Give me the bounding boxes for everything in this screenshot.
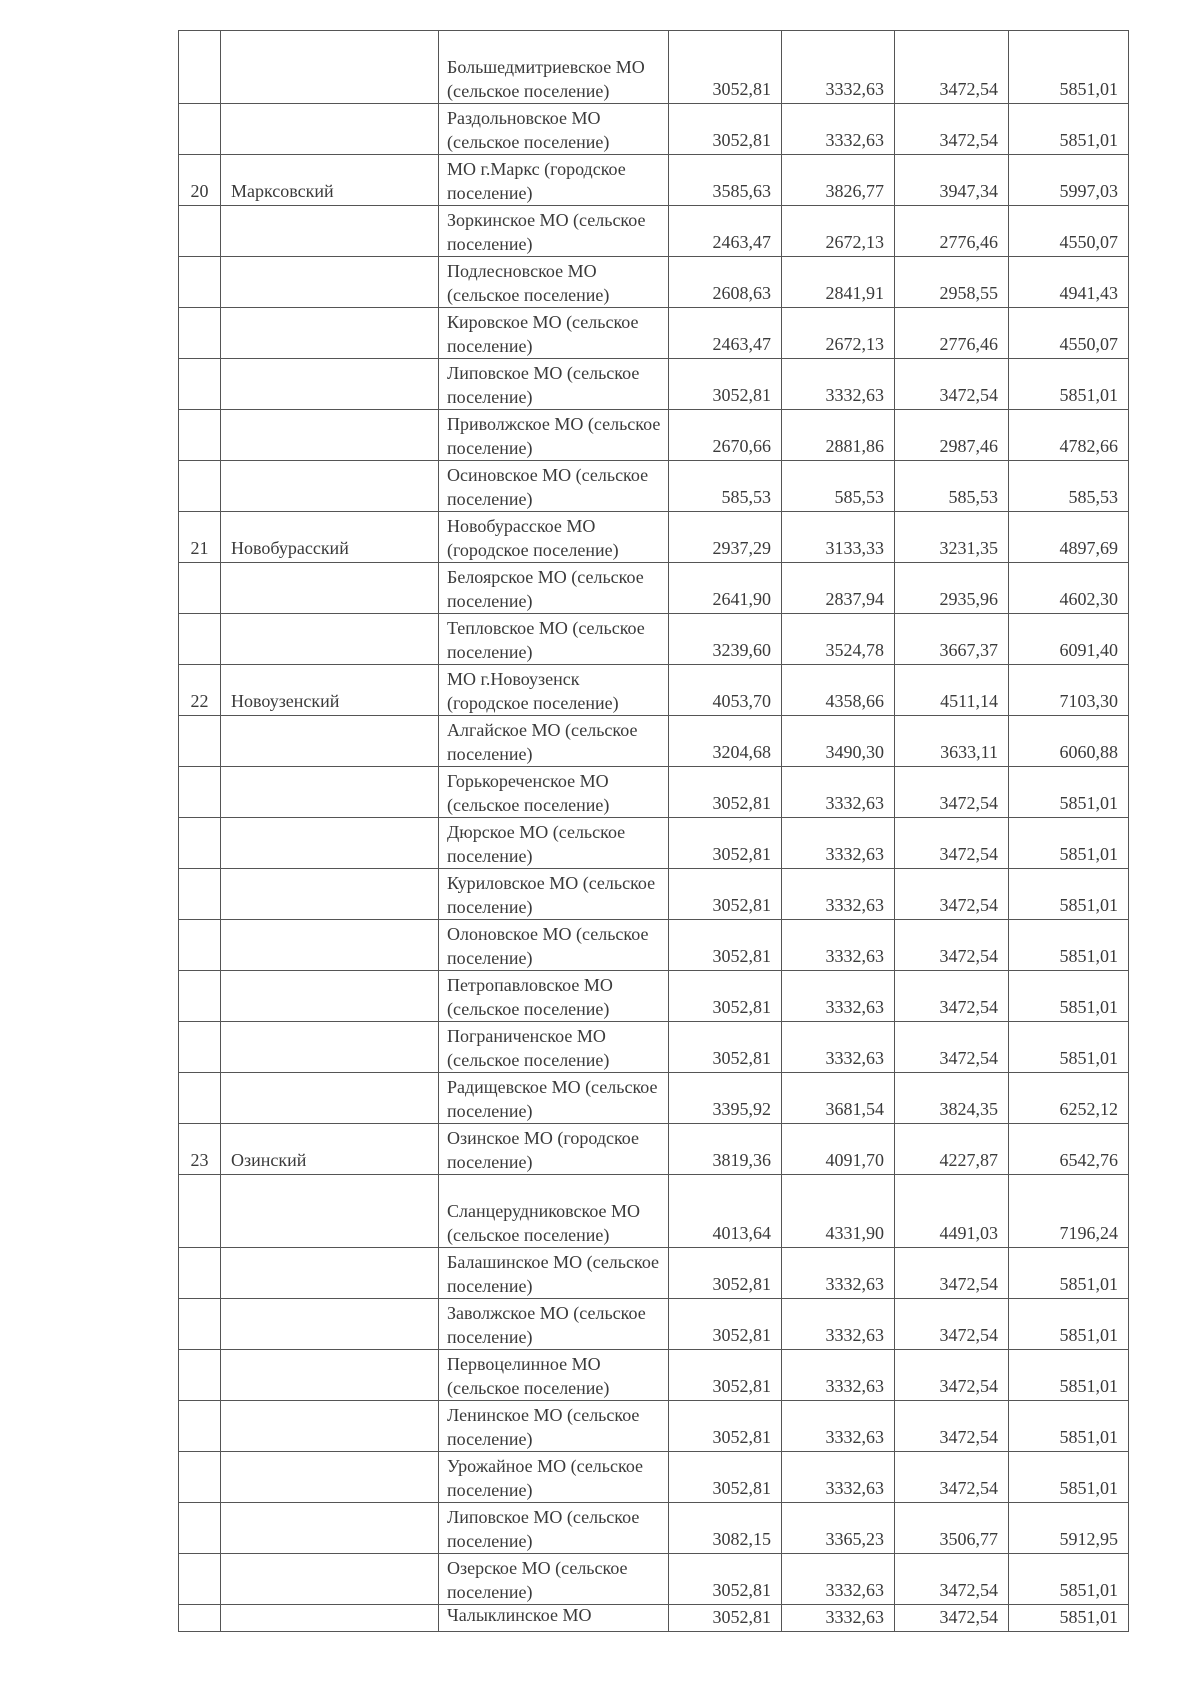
value-col-1: 3052,81 <box>669 818 782 869</box>
value-col-2: 3332,63 <box>782 1401 895 1452</box>
municipality-name: Раздольновское МО (сельское поселение) <box>439 104 669 155</box>
value-col-4: 5997,03 <box>1009 155 1129 206</box>
value-col-4: 5851,01 <box>1009 1452 1129 1503</box>
table-row <box>179 257 1129 308</box>
value-col-4: 4602,30 <box>1009 563 1129 614</box>
value-col-4: 5851,01 <box>1009 1299 1129 1350</box>
table-row <box>179 1554 1129 1605</box>
value-col-4: 6252,12 <box>1009 1073 1129 1124</box>
table-row <box>179 1022 1129 1073</box>
municipality-name: МО г.Новоузенск (городское поселение) <box>439 665 669 716</box>
municipality-name: Зоркинское МО (сельское поселение) <box>439 206 669 257</box>
district-name <box>221 1175 439 1248</box>
value-col-4: 6091,40 <box>1009 614 1129 665</box>
value-col-4: 7196,24 <box>1009 1175 1129 1248</box>
municipality-name: Новобурасское МО (городское поселение) <box>439 512 669 563</box>
value-col-2: 3332,63 <box>782 1452 895 1503</box>
value-col-4: 5851,01 <box>1009 920 1129 971</box>
table-row <box>179 1299 1129 1350</box>
table-row <box>179 206 1129 257</box>
value-col-1: 3395,92 <box>669 1073 782 1124</box>
value-col-2: 2881,86 <box>782 410 895 461</box>
value-col-1: 3052,81 <box>669 1554 782 1605</box>
table-row <box>179 614 1129 665</box>
table-row <box>179 359 1129 410</box>
table-row <box>179 716 1129 767</box>
value-col-2: 3332,63 <box>782 1248 895 1299</box>
value-col-2: 3524,78 <box>782 614 895 665</box>
value-col-1: 3052,81 <box>669 920 782 971</box>
value-col-4: 5851,01 <box>1009 1554 1129 1605</box>
value-col-4: 5851,01 <box>1009 971 1129 1022</box>
value-col-4: 5851,01 <box>1009 1605 1129 1632</box>
row-number <box>179 614 221 665</box>
table-row <box>179 869 1129 920</box>
row-number: 23 <box>179 1124 221 1175</box>
municipality-name: Горькореченское МО (сельское поселение) <box>439 767 669 818</box>
value-col-3: 3472,54 <box>895 1248 1009 1299</box>
value-col-2: 3490,30 <box>782 716 895 767</box>
district-name <box>221 614 439 665</box>
value-col-1: 2937,29 <box>669 512 782 563</box>
municipality-name: Балашинское МО (сельское поселение) <box>439 1248 669 1299</box>
value-col-1: 3052,81 <box>669 359 782 410</box>
value-col-3: 3472,54 <box>895 818 1009 869</box>
value-col-1: 3052,81 <box>669 971 782 1022</box>
table-row <box>179 920 1129 971</box>
district-name: Озинский <box>221 1124 439 1175</box>
table-row <box>179 818 1129 869</box>
district-name <box>221 104 439 155</box>
table-row <box>179 155 1129 206</box>
value-col-4: 5851,01 <box>1009 359 1129 410</box>
municipality-name: Подлесновское МО (сельское поселение) <box>439 257 669 308</box>
value-col-2: 3332,63 <box>782 1350 895 1401</box>
value-col-3: 2935,96 <box>895 563 1009 614</box>
municipality-name: Озинское МО (городское поселение) <box>439 1124 669 1175</box>
table-row <box>179 1401 1129 1452</box>
value-col-2: 4358,66 <box>782 665 895 716</box>
municipality-name: Белоярское МО (сельское поселение) <box>439 563 669 614</box>
value-col-3: 3472,54 <box>895 971 1009 1022</box>
district-name <box>221 1554 439 1605</box>
value-col-2: 3332,63 <box>782 1022 895 1073</box>
municipality-name: Пограниченское МО (сельское поселение) <box>439 1022 669 1073</box>
value-col-3: 3472,54 <box>895 1401 1009 1452</box>
row-number <box>179 1554 221 1605</box>
district-name <box>221 206 439 257</box>
value-col-4: 5851,01 <box>1009 767 1129 818</box>
row-number: 21 <box>179 512 221 563</box>
value-col-2: 2672,13 <box>782 206 895 257</box>
district-name <box>221 1503 439 1554</box>
value-col-1: 2463,47 <box>669 308 782 359</box>
table-row <box>179 563 1129 614</box>
value-col-3: 2776,46 <box>895 206 1009 257</box>
municipality-name: Куриловское МО (сельское поселение) <box>439 869 669 920</box>
municipality-name: Петропавловское МО (сельское поселение) <box>439 971 669 1022</box>
row-number <box>179 563 221 614</box>
district-name <box>221 1022 439 1073</box>
district-name <box>221 818 439 869</box>
value-col-3: 4511,14 <box>895 665 1009 716</box>
value-col-2: 3332,63 <box>782 971 895 1022</box>
value-col-2: 3332,63 <box>782 920 895 971</box>
municipality-name: Первоцелинное МО (сельское поселение) <box>439 1350 669 1401</box>
table-row <box>179 1605 1129 1632</box>
value-col-1: 3052,81 <box>669 869 782 920</box>
table-row <box>179 1175 1129 1248</box>
row-number <box>179 410 221 461</box>
value-col-4: 5851,01 <box>1009 104 1129 155</box>
table-row <box>179 104 1129 155</box>
value-col-3: 3472,54 <box>895 1452 1009 1503</box>
value-col-1: 3052,81 <box>669 1248 782 1299</box>
district-name <box>221 359 439 410</box>
table-row <box>179 461 1129 512</box>
municipality-name: МО г.Маркс (городское поселение) <box>439 155 669 206</box>
row-number <box>179 31 221 104</box>
value-col-1: 585,53 <box>669 461 782 512</box>
value-col-1: 2608,63 <box>669 257 782 308</box>
value-col-2: 3332,63 <box>782 1554 895 1605</box>
value-col-4: 5851,01 <box>1009 1350 1129 1401</box>
district-name <box>221 1605 439 1632</box>
value-col-1: 3052,81 <box>669 767 782 818</box>
row-number <box>179 767 221 818</box>
municipality-name: Тепловское МО (сельское поселение) <box>439 614 669 665</box>
value-col-3: 3472,54 <box>895 1299 1009 1350</box>
municipality-name: Осиновское МО (сельское поселение) <box>439 461 669 512</box>
row-number: 20 <box>179 155 221 206</box>
value-col-2: 3365,23 <box>782 1503 895 1554</box>
value-col-3: 3472,54 <box>895 1350 1009 1401</box>
row-number <box>179 920 221 971</box>
value-col-3: 3824,35 <box>895 1073 1009 1124</box>
value-col-1: 3052,81 <box>669 1401 782 1452</box>
municipality-name: Липовское МО (сельское поселение) <box>439 359 669 410</box>
row-number <box>179 1299 221 1350</box>
value-col-2: 3332,63 <box>782 869 895 920</box>
value-col-1: 3585,63 <box>669 155 782 206</box>
row-number <box>179 1605 221 1632</box>
value-col-1: 4053,70 <box>669 665 782 716</box>
municipal-rates-table <box>178 30 1129 1632</box>
district-name <box>221 31 439 104</box>
table-row <box>179 1452 1129 1503</box>
table-row <box>179 665 1129 716</box>
row-number <box>179 308 221 359</box>
district-name: Новобурасский <box>221 512 439 563</box>
municipality-name: Радищевское МО (сельское поселение) <box>439 1073 669 1124</box>
row-number <box>179 818 221 869</box>
district-name <box>221 869 439 920</box>
value-col-2: 4331,90 <box>782 1175 895 1248</box>
row-number <box>179 1022 221 1073</box>
municipality-name: Озерское МО (сельское поселение) <box>439 1554 669 1605</box>
row-number <box>179 716 221 767</box>
value-col-2: 2837,94 <box>782 563 895 614</box>
value-col-3: 3231,35 <box>895 512 1009 563</box>
value-col-4: 6542,76 <box>1009 1124 1129 1175</box>
district-name <box>221 461 439 512</box>
value-col-2: 585,53 <box>782 461 895 512</box>
table-row <box>179 1503 1129 1554</box>
value-col-3: 3472,54 <box>895 104 1009 155</box>
value-col-2: 3332,63 <box>782 104 895 155</box>
value-col-2: 3133,33 <box>782 512 895 563</box>
district-name <box>221 1299 439 1350</box>
value-col-3: 3472,54 <box>895 1605 1009 1632</box>
table-row <box>179 971 1129 1022</box>
district-name <box>221 767 439 818</box>
district-name <box>221 308 439 359</box>
municipality-name: Кировское МО (сельское поселение) <box>439 308 669 359</box>
district-name <box>221 1452 439 1503</box>
value-col-3: 3947,34 <box>895 155 1009 206</box>
municipality-name: Большедмитриевское МО (сельское поселение) <box>439 31 669 104</box>
value-col-4: 4782,66 <box>1009 410 1129 461</box>
value-col-1: 3819,36 <box>669 1124 782 1175</box>
row-number <box>179 1401 221 1452</box>
table-body <box>179 31 1129 1632</box>
row-number <box>179 971 221 1022</box>
value-col-3: 3472,54 <box>895 869 1009 920</box>
value-col-2: 3681,54 <box>782 1073 895 1124</box>
municipality-name: Дюрское МО (сельское поселение) <box>439 818 669 869</box>
value-col-4: 5851,01 <box>1009 1248 1129 1299</box>
district-name <box>221 716 439 767</box>
value-col-1: 3052,81 <box>669 1605 782 1632</box>
value-col-2: 3332,63 <box>782 1605 895 1632</box>
table-row <box>179 308 1129 359</box>
value-col-1: 4013,64 <box>669 1175 782 1248</box>
table-row <box>179 1124 1129 1175</box>
district-name <box>221 410 439 461</box>
value-col-2: 3332,63 <box>782 359 895 410</box>
district-name: Марксовский <box>221 155 439 206</box>
district-name <box>221 1248 439 1299</box>
value-col-3: 3472,54 <box>895 31 1009 104</box>
value-col-3: 3472,54 <box>895 1554 1009 1605</box>
table-row <box>179 31 1129 104</box>
district-name <box>221 971 439 1022</box>
value-col-1: 3052,81 <box>669 1452 782 1503</box>
value-col-4: 6060,88 <box>1009 716 1129 767</box>
table-row <box>179 410 1129 461</box>
value-col-1: 2463,47 <box>669 206 782 257</box>
value-col-2: 4091,70 <box>782 1124 895 1175</box>
value-col-2: 2841,91 <box>782 257 895 308</box>
municipality-name: Сланцерудниковское МО (сельское поселение) <box>439 1175 669 1248</box>
value-col-4: 5851,01 <box>1009 31 1129 104</box>
value-col-1: 3239,60 <box>669 614 782 665</box>
table-row <box>179 1073 1129 1124</box>
value-col-4: 4941,43 <box>1009 257 1129 308</box>
row-number <box>179 1452 221 1503</box>
value-col-2: 3332,63 <box>782 1299 895 1350</box>
value-col-4: 4550,07 <box>1009 206 1129 257</box>
value-col-4: 5851,01 <box>1009 1401 1129 1452</box>
value-col-1: 3204,68 <box>669 716 782 767</box>
value-col-3: 2987,46 <box>895 410 1009 461</box>
value-col-1: 3082,15 <box>669 1503 782 1554</box>
table-row <box>179 1248 1129 1299</box>
value-col-2: 3332,63 <box>782 31 895 104</box>
district-name <box>221 257 439 308</box>
district-name <box>221 920 439 971</box>
value-col-1: 3052,81 <box>669 31 782 104</box>
value-col-4: 4550,07 <box>1009 308 1129 359</box>
district-name <box>221 1350 439 1401</box>
value-col-1: 2670,66 <box>669 410 782 461</box>
value-col-1: 2641,90 <box>669 563 782 614</box>
row-number <box>179 104 221 155</box>
value-col-3: 3472,54 <box>895 767 1009 818</box>
municipality-name: Ленинское МО (сельское поселение) <box>439 1401 669 1452</box>
row-number <box>179 1248 221 1299</box>
municipality-name: Заволжское МО (сельское поселение) <box>439 1299 669 1350</box>
row-number <box>179 1073 221 1124</box>
table-row <box>179 767 1129 818</box>
value-col-3: 2958,55 <box>895 257 1009 308</box>
row-number <box>179 461 221 512</box>
value-col-3: 3633,11 <box>895 716 1009 767</box>
row-number: 22 <box>179 665 221 716</box>
value-col-3: 3472,54 <box>895 359 1009 410</box>
row-number <box>179 359 221 410</box>
value-col-3: 4227,87 <box>895 1124 1009 1175</box>
municipality-name: Липовское МО (сельское поселение) <box>439 1503 669 1554</box>
row-number <box>179 1503 221 1554</box>
row-number <box>179 869 221 920</box>
district-name: Новоузенский <box>221 665 439 716</box>
value-col-4: 5851,01 <box>1009 1022 1129 1073</box>
value-col-2: 3332,63 <box>782 767 895 818</box>
value-col-3: 3506,77 <box>895 1503 1009 1554</box>
value-col-3: 4491,03 <box>895 1175 1009 1248</box>
value-col-4: 7103,30 <box>1009 665 1129 716</box>
district-name <box>221 1401 439 1452</box>
value-col-4: 585,53 <box>1009 461 1129 512</box>
table-row <box>179 1350 1129 1401</box>
value-col-3: 3472,54 <box>895 920 1009 971</box>
municipality-name: Алгайское МО (сельское поселение) <box>439 716 669 767</box>
row-number <box>179 257 221 308</box>
district-name <box>221 563 439 614</box>
value-col-1: 3052,81 <box>669 1022 782 1073</box>
value-col-2: 2672,13 <box>782 308 895 359</box>
municipality-name: Олоновское МО (сельское поселение) <box>439 920 669 971</box>
row-number <box>179 1175 221 1248</box>
district-name <box>221 1073 439 1124</box>
value-col-1: 3052,81 <box>669 1350 782 1401</box>
value-col-4: 4897,69 <box>1009 512 1129 563</box>
value-col-4: 5851,01 <box>1009 869 1129 920</box>
table-row <box>179 512 1129 563</box>
value-col-1: 3052,81 <box>669 104 782 155</box>
value-col-3: 3667,37 <box>895 614 1009 665</box>
value-col-3: 2776,46 <box>895 308 1009 359</box>
row-number <box>179 206 221 257</box>
value-col-2: 3332,63 <box>782 818 895 869</box>
row-number <box>179 1350 221 1401</box>
value-col-1: 3052,81 <box>669 1299 782 1350</box>
municipality-name: Чалыклинское МО <box>439 1605 669 1632</box>
value-col-3: 3472,54 <box>895 1022 1009 1073</box>
value-col-4: 5851,01 <box>1009 818 1129 869</box>
value-col-3: 585,53 <box>895 461 1009 512</box>
value-col-2: 3826,77 <box>782 155 895 206</box>
municipality-name: Приволжское МО (сельское поселение) <box>439 410 669 461</box>
municipality-name: Урожайное МО (сельское поселение) <box>439 1452 669 1503</box>
value-col-4: 5912,95 <box>1009 1503 1129 1554</box>
